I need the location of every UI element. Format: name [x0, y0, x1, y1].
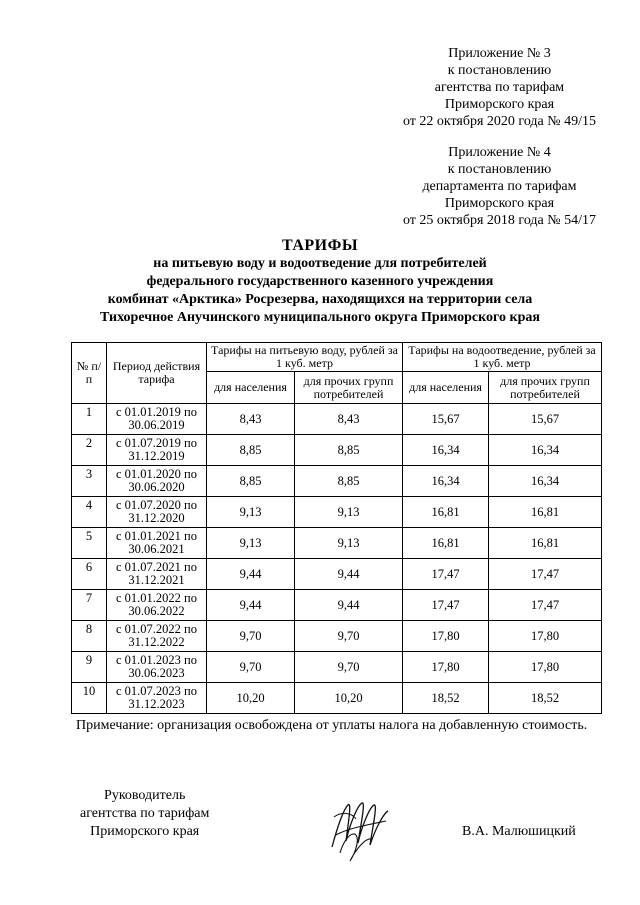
row-water-population: 8,43: [207, 404, 295, 435]
row-period: с 01.01.2020 по 30.06.2020: [107, 466, 207, 497]
row-sewage-others: 17,47: [489, 559, 602, 590]
annex-4-header: [403, 144, 596, 229]
header-sewage-tariffs: Тарифы на водоотведение, рублей за 1 куб. метр: [403, 343, 602, 372]
row-water-population: 9,44: [207, 559, 295, 590]
table-row: [72, 559, 602, 590]
row-water-others: 8,43: [295, 404, 403, 435]
row-num: 2: [72, 435, 107, 466]
annex-3-line: агентства по тарифам: [434, 80, 565, 95]
row-water-population: 9,13: [207, 497, 295, 528]
row-sewage-others: 16,34: [489, 435, 602, 466]
title-line: Тихоречное Анучинского муниципального округа Приморского края: [100, 310, 540, 325]
row-sewage-others: 16,34: [489, 466, 602, 497]
row-period: с 01.07.2021 по 31.12.2021: [107, 559, 207, 590]
row-water-others: 8,85: [295, 435, 403, 466]
title-heading: ТАРИФЫ: [281, 237, 359, 254]
row-sewage-others: 16,81: [489, 528, 602, 559]
row-num: 1: [72, 404, 107, 435]
row-num: 9: [72, 652, 107, 683]
annex-4-line: от 25 октября 2018 года № 54/17: [402, 213, 596, 228]
row-water-others: 9,44: [295, 559, 403, 590]
table-row: [72, 590, 602, 621]
tariff-table-body: [72, 404, 602, 714]
row-water-population: 9,13: [207, 528, 295, 559]
row-num: 4: [72, 497, 107, 528]
row-water-population: 8,85: [207, 466, 295, 497]
table-row: [72, 528, 602, 559]
row-num: 7: [72, 590, 107, 621]
row-water-population: 9,70: [207, 652, 295, 683]
annex-4-line: департамента по тарифам: [422, 179, 577, 194]
header-num: № п/п: [72, 343, 107, 404]
row-sewage-population: 15,67: [403, 404, 489, 435]
row-num: 3: [72, 466, 107, 497]
row-water-population: 8,85: [207, 435, 295, 466]
row-sewage-others: 16,81: [489, 497, 602, 528]
row-period: с 01.01.2022 по 30.06.2022: [107, 590, 207, 621]
annex-3-line: Приложение № 3: [448, 46, 551, 61]
table-row: [72, 466, 602, 497]
annex-4-line: к постановлению: [447, 162, 552, 177]
annex-4-line: Приморского края: [444, 196, 555, 211]
row-sewage-population: 16,34: [403, 466, 489, 497]
signer-line: агентства по тарифам: [80, 806, 210, 821]
header-sewage-population: для населения: [403, 372, 489, 404]
row-water-population: 9,44: [207, 590, 295, 621]
table-row: [72, 497, 602, 528]
row-sewage-population: 17,80: [403, 621, 489, 652]
row-water-others: 9,70: [295, 621, 403, 652]
row-sewage-others: 17,80: [489, 652, 602, 683]
row-sewage-population: 18,52: [403, 683, 489, 714]
annex-4-line: Приложение № 4: [448, 145, 551, 160]
row-sewage-population: 16,81: [403, 497, 489, 528]
header-sewage-others: для прочих групп потребителей: [489, 372, 602, 404]
row-sewage-population: 17,80: [403, 652, 489, 683]
row-period: с 01.07.2023 по 31.12.2023: [107, 683, 207, 714]
table-row: [72, 404, 602, 435]
row-num: 10: [72, 683, 107, 714]
row-sewage-population: 17,47: [403, 590, 489, 621]
row-water-others: 9,70: [295, 652, 403, 683]
row-water-others: 9,13: [295, 528, 403, 559]
annex-3-header: [403, 45, 596, 130]
row-water-population: 9,70: [207, 621, 295, 652]
row-sewage-others: 15,67: [489, 404, 602, 435]
row-period: с 01.07.2022 по 31.12.2022: [107, 621, 207, 652]
row-num: 5: [72, 528, 107, 559]
row-sewage-population: 16,81: [403, 528, 489, 559]
signer-line: Приморского края: [90, 824, 200, 839]
row-sewage-others: 18,52: [489, 683, 602, 714]
title-line: комбинат «Арктика» Росрезерва, находящихся на территории села: [107, 292, 533, 307]
header-water-tariffs: Тарифы на питьевую воду, рублей за 1 куб. метр: [207, 343, 403, 372]
annex-3-line: к постановлению: [447, 63, 552, 78]
row-water-others: 9,44: [295, 590, 403, 621]
row-num: 8: [72, 621, 107, 652]
signer-line: Руководитель: [104, 788, 186, 803]
row-period: с 01.07.2019 по 31.12.2019: [107, 435, 207, 466]
row-water-population: 10,20: [207, 683, 295, 714]
row-sewage-others: 17,47: [489, 590, 602, 621]
table-row: [72, 652, 602, 683]
row-period: с 01.07.2020 по 31.12.2020: [107, 497, 207, 528]
header-water-others: для прочих групп потребителей: [295, 372, 403, 404]
row-water-others: 8,85: [295, 466, 403, 497]
table-row: [72, 621, 602, 652]
row-sewage-others: 17,80: [489, 621, 602, 652]
title-line: федерального государственного казенного учреждения: [146, 274, 494, 289]
header-water-population: для населения: [207, 372, 295, 404]
document-title: [0, 236, 640, 327]
row-sewage-population: 16,34: [403, 435, 489, 466]
signer-name: В.А. Малюшицкий: [462, 824, 576, 839]
signer-position: [80, 787, 209, 841]
row-water-others: 9,13: [295, 497, 403, 528]
annex-3-line: от 22 октября 2020 года № 49/15: [402, 114, 596, 129]
note: Примечание: организация освобождена от уплаты налога на добавленную стоимость.: [76, 718, 588, 733]
row-period: с 01.01.2021 по 30.06.2021: [107, 528, 207, 559]
row-water-others: 10,20: [295, 683, 403, 714]
title-line: на питьевую воду и водоотведение для потребителей: [153, 256, 487, 271]
annex-3-line: Приморского края: [444, 97, 555, 112]
row-period: с 01.01.2023 по 30.06.2023: [107, 652, 207, 683]
row-num: 6: [72, 559, 107, 590]
header-period: Период действия тарифа: [107, 343, 207, 404]
table-row: [72, 435, 602, 466]
tariff-table: [71, 342, 602, 714]
row-period: с 01.01.2019 по 30.06.2019: [107, 404, 207, 435]
handwritten-signature: [326, 795, 396, 865]
table-row: [72, 683, 602, 714]
row-sewage-population: 17,47: [403, 559, 489, 590]
